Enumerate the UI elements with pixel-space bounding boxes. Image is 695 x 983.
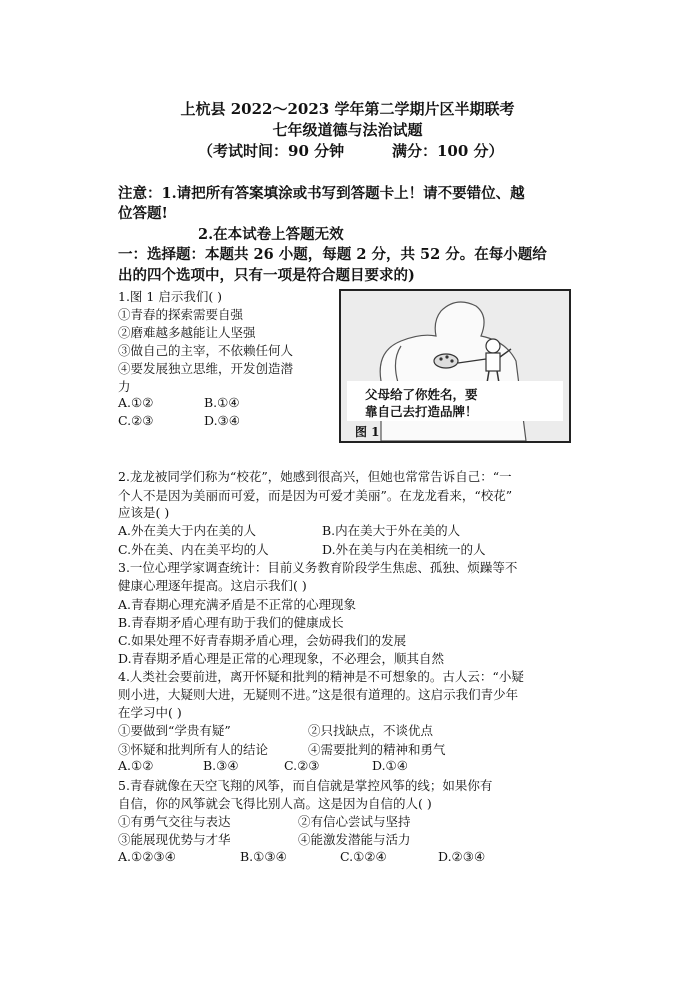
q1-option-a: A.①② [118,395,154,410]
q3-option-c: C.如果处理不好青春期矛盾心理，会妨碍我们的发展 [118,633,407,648]
figure-caption-1: 父母给了你姓名，要 [365,387,478,402]
q3-option-b: B.青春期矛盾心理有助于我们的健康成长 [118,615,344,630]
q5-item-3: ③能展现优势与才华 [118,832,231,847]
q4-item-1: ①要做到“学贵有疑” [118,723,231,738]
q5-option-a: A.①②③④ [118,849,176,864]
notice-line-1: 注意：1.请把所有答案填涂或书写到答题卡上！请不要错位、越 [118,185,525,202]
q5-item-1: ①有勇气交往与表达 [118,814,231,829]
q2-option-c: C.外在美、内在美平均的人 [118,542,269,557]
q2-line-3: 应该是( ) [118,505,170,520]
q5-option-b: B.①③④ [240,849,287,864]
q1-option-c: C.②③ [118,413,154,428]
q5-line-1: 5.青春就像在天空飞翔的风筝，而自信就是掌控风筝的线；如果你有 [118,778,493,793]
q5-option-c: C.①②④ [340,849,387,864]
q1-item-1: ①青春的探索需要自强 [118,307,244,322]
exam-score: 满分：100 分） [392,142,504,160]
q4-line-1: 4.人类社会要前进，离开怀疑和批判的精神是不可想象的。古人云：“小疑 [118,669,524,684]
q1-item-4: ④要发展独立思维，开发创造潜 [118,361,294,376]
exam-time: （考试时间：90 分钟 [198,142,345,160]
section-heading-1: 一：选择题：本题共 26 小题，每题 2 分，共 52 分。在每小题给 [118,246,547,263]
q5-line-2: 自信，你的风筝就会飞得比别人高。这是因为自信的人( ) [118,796,432,811]
q3-option-a: A.青春期心理充满矛盾是不正常的心理现象 [118,597,357,612]
q2-line-2: 个人不是因为美丽而可爱，而是因为可爱才美丽”。在龙龙看来，“校花” [118,488,513,503]
section-heading-2: 出的四个选项中，只有一项是符合题目要求的) [118,267,415,284]
q4-item-2: ②只找缺点，不谈优点 [308,723,434,738]
q2-option-b: B.内在美大于外在美的人 [322,523,461,538]
q5-item-4: ④能激发潜能与活力 [298,832,411,847]
q4-line-3: 在学习中( ) [118,705,182,720]
q3-line-2: 健康心理逐年提高。这启示我们( ) [118,578,307,593]
q5-item-2: ②有信心尝试与坚持 [298,814,411,829]
q1-item-4-cont: 力 [118,379,131,394]
q1-item-2: ②磨难越多越能让人坚强 [118,325,256,340]
q4-item-4: ④需要批判的精神和勇气 [308,742,446,757]
notice-line-3: 2.在本试卷上答题无效 [198,226,344,243]
figure-label: 图 1 [355,425,380,439]
q2-line-1: 2.龙龙被同学们称为“校花”，她感到很高兴，但她也常常告诉自己：“一 [118,469,512,484]
q3-option-d: D.青春期矛盾心理是正常的心理现象，不必理会，顺其自然 [118,651,445,666]
q1-item-3: ③做自己的主宰，不依赖任何人 [118,343,294,358]
q4-option-d: D.①④ [372,758,408,773]
q1-option-d: D.③④ [204,413,240,428]
q4-option-a: A.①② [118,758,154,773]
q1-stem: 1.图 1 启示我们( ) [118,289,223,304]
q1-option-b: B.①④ [204,395,240,410]
q4-option-c: C.②③ [284,758,320,773]
figure-caption-2: 靠自己去打造品牌！ [365,404,478,419]
q5-option-d: D.②③④ [438,849,486,864]
exam-title: 上杭县 2022～2023 学年第二学期片区半期联考 [180,100,515,118]
notice-line-2: 位答题! [118,205,168,222]
q3-line-1: 3.一位心理学家调查统计：目前义务教育阶段学生焦虑、孤独、烦躁等不 [118,560,518,575]
q4-line-2: 则小进，大疑则大进，无疑则不进。”这是很有道理的。这启示我们青少年 [118,687,519,702]
q4-option-b: B.③④ [203,758,239,773]
figure-1 [339,289,571,443]
q2-option-a: A.外在美大于内在美的人 [118,523,257,538]
exam-subtitle: 七年级道德与法治试题 [272,121,423,139]
q2-option-d: D.外在美与内在美相统一的人 [322,542,486,557]
q4-item-3: ③怀疑和批判所有人的结论 [118,742,269,757]
